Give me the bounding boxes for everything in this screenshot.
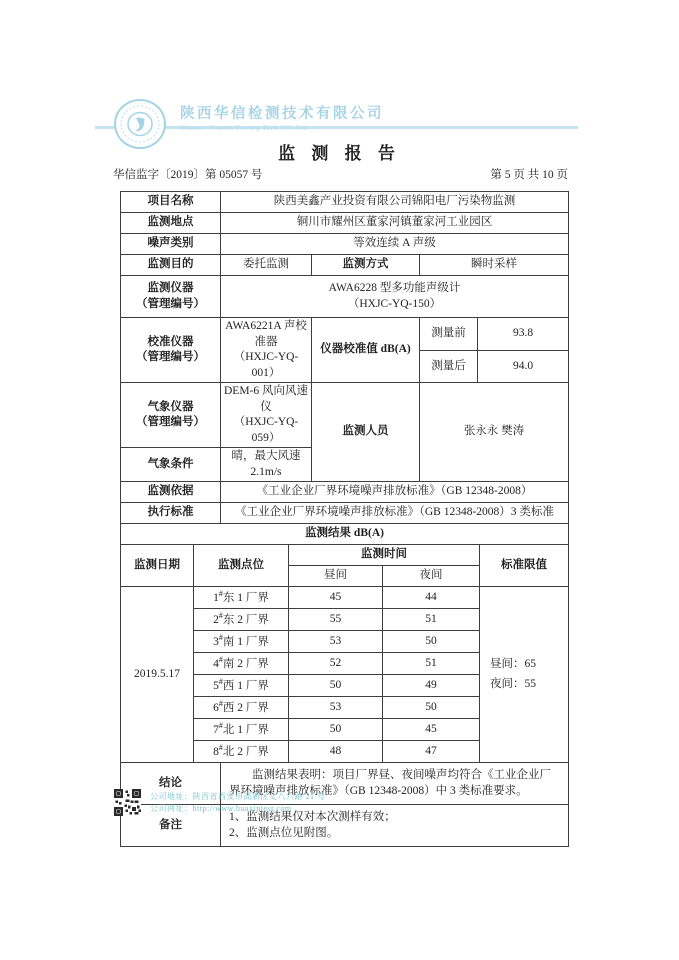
table-row (121, 524, 569, 545)
table-row (121, 255, 569, 276)
table-row (121, 587, 569, 609)
day-value: 48 (289, 741, 383, 763)
time-column-header: 监测时间 (289, 545, 480, 566)
limit-column-header: 标准限值 (480, 545, 569, 587)
company-name-block (180, 102, 384, 132)
night-value: 49 (383, 675, 480, 697)
after-measure-label: 测量后 (420, 350, 478, 383)
point-name: 7#北 1 厂界 (194, 719, 289, 741)
night-value: 51 (383, 609, 480, 631)
day-value: 50 (289, 719, 383, 741)
day-value: 55 (289, 609, 383, 631)
qr-code (114, 789, 141, 816)
page-footer (114, 789, 326, 816)
remark-label: 备注 (121, 805, 221, 847)
company-website: 公司网址：http://www.huaxintest.com (150, 804, 292, 813)
results-table (120, 523, 569, 763)
basis-label: 监测依据 (121, 482, 221, 503)
report-body (120, 191, 568, 847)
table-row (121, 318, 569, 351)
company-address: 公司地址：陕西省西安市高新区丈八六路 21 号 (150, 792, 326, 801)
personnel-value: 张永永 樊涛 (420, 383, 569, 482)
table-row (121, 213, 569, 234)
personnel-label: 监测人员 (312, 383, 420, 482)
point-name: 4#南 2 厂界 (194, 653, 289, 675)
basis-value: 《工业企业厂界环境噪声排放标准》（GB 12348-2008） (221, 482, 569, 503)
night-value: 47 (383, 741, 480, 763)
table-row (121, 383, 569, 448)
purpose-label: 监测目的 (121, 255, 221, 276)
day-value: 53 (289, 697, 383, 719)
reference-line (113, 166, 568, 182)
remark-value: 1、监测结果仅对本次测样有效； 2、监测点位见附图。 (221, 805, 569, 847)
project-name-value: 陕西美鑫产业投资有限公司锦阳电厂污染物监测 (221, 192, 569, 213)
before-measure-label: 测量前 (420, 318, 478, 351)
footer-contact-block (150, 789, 326, 815)
before-measure-value: 93.8 (478, 318, 569, 351)
point-name: 3#南 1 厂界 (194, 631, 289, 653)
instrument-value: AWA6228 型多功能声级计 （HXJC-YQ-150） (221, 276, 569, 318)
location-value: 铜川市耀州区董家河镇董家河工业园区 (221, 213, 569, 234)
after-measure-value: 94.0 (478, 350, 569, 383)
point-name: 2#东 2 厂界 (194, 609, 289, 631)
day-column-header: 昼间 (289, 566, 383, 587)
point-name: 6#西 2 厂界 (194, 697, 289, 719)
standard-limit: 昼间：65 夜间：55 (480, 587, 569, 763)
results-header-row (121, 545, 569, 566)
date-column-header: 监测日期 (121, 545, 194, 587)
monitoring-date: 2019.5.17 (121, 587, 194, 763)
night-column-header: 夜间 (383, 566, 480, 587)
weather-condition-value: 晴，最大风速 2.1m/s (221, 448, 312, 482)
calibrator-label: 校准仪器 （管理编号） (121, 318, 221, 383)
method-value: 瞬时采样 (420, 255, 569, 276)
conclusion-value: 监测结果表明：项目厂界昼、夜间噪声均符合《工业企业厂界环境噪声排放标准》（GB 12348-2008）中 3 类标准要求。 (221, 763, 569, 805)
purpose-value: 委托监测 (221, 255, 312, 276)
point-column-header: 监测点位 (194, 545, 289, 587)
calibration-value-label: 仪器校准值 dB(A) (312, 318, 420, 383)
day-value: 53 (289, 631, 383, 653)
report-number: 华信监字〔2019〕第 05057 号 (113, 169, 263, 181)
weather-instrument-label: 气象仪器 （管理编号） (121, 383, 221, 448)
method-label: 监测方式 (312, 255, 420, 276)
page-number: 第 5 页 共 10 页 (490, 169, 568, 181)
point-name: 5#西 1 厂界 (194, 675, 289, 697)
day-value: 50 (289, 675, 383, 697)
noise-type-value: 等效连续 A 声级 (221, 234, 569, 255)
table-row (121, 482, 569, 503)
night-value: 50 (383, 631, 480, 653)
company-name-en: Shaanxi Huaxin Testing Tech CO.,Ltd (180, 124, 308, 132)
point-name: 1#东 1 厂界 (194, 587, 289, 609)
info-table (120, 191, 569, 524)
day-value: 45 (289, 587, 383, 609)
location-label: 监测地点 (121, 213, 221, 234)
table-row (121, 503, 569, 524)
project-name-label: 项目名称 (121, 192, 221, 213)
noise-type-label: 噪声类别 (121, 234, 221, 255)
conclusion-label: 结论 (121, 763, 221, 805)
table-row (121, 234, 569, 255)
weather-instrument-value: DEM-6 风向风速仪 （HXJC-YQ-059） (221, 383, 312, 448)
night-value: 51 (383, 653, 480, 675)
results-section-title: 监测结果 dB(A) (121, 524, 569, 545)
table-row (121, 276, 569, 318)
company-name-cn: 陕西华信检测技术有限公司 (180, 106, 384, 122)
table-row (121, 192, 569, 213)
calibrator-value: AWA6221A 声校准器 （HXJC-YQ-001） (221, 318, 312, 383)
point-name: 8#北 2 厂界 (194, 741, 289, 763)
day-value: 52 (289, 653, 383, 675)
night-value: 44 (383, 587, 480, 609)
standard-label: 执行标准 (121, 503, 221, 524)
report-title: 监 测 报 告 (278, 144, 401, 163)
weather-condition-label: 气象条件 (121, 448, 221, 482)
instrument-label: 监测仪器 （管理编号） (121, 276, 221, 318)
night-value: 45 (383, 719, 480, 741)
standard-value: 《工业企业厂界环境噪声排放标准》（GB 12348-2008）3 类标准 (221, 503, 569, 524)
night-value: 50 (383, 697, 480, 719)
